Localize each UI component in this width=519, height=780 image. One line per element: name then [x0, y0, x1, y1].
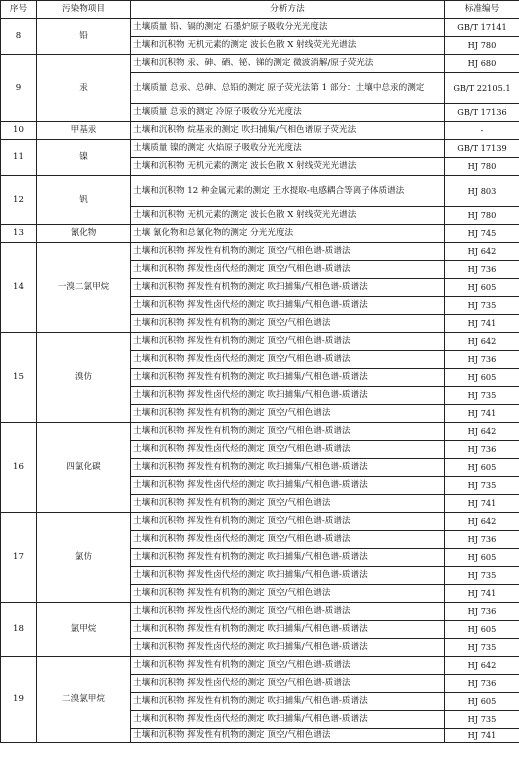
analysis-method: 土壤和沉积物 挥发性有机物的测定 顶空/气相色谱法	[131, 585, 445, 603]
pollutant-name: 钒	[37, 176, 131, 225]
standard-number: HJ 780	[445, 207, 519, 225]
analysis-method: 土壤和沉积物 挥发性卤代烃的测定 吹扫捕集/气相色谱-质谱法	[131, 297, 445, 315]
standard-number: HJ 741	[445, 585, 519, 603]
standard-number: HJ 605	[445, 279, 519, 297]
pollutant-name: 四氯化碳	[37, 423, 131, 513]
analysis-method: 土壤和沉积物 烷基汞的测定 吹扫捕集/气相色谱原子荧光法	[131, 122, 445, 140]
standard-number: HJ 605	[445, 369, 519, 387]
row-index: 14	[1, 243, 37, 333]
row-index: 9	[1, 55, 37, 122]
row-index: 12	[1, 176, 37, 225]
table-row	[1, 603, 519, 621]
analysis-method: 土壤质量 铅、镉的测定 石墨炉原子吸收分光光度法	[131, 19, 445, 37]
row-index: 19	[1, 657, 37, 743]
row-index: 8	[1, 19, 37, 55]
row-index: 13	[1, 225, 37, 243]
analysis-method: 土壤 氰化物和总氰化物的测定 分光光度法	[131, 225, 445, 243]
standard-number: HJ 735	[445, 567, 519, 585]
analysis-method: 土壤和沉积物 挥发性有机物的测定 顶空/气相色谱-质谱法	[131, 423, 445, 441]
analysis-method: 土壤和沉积物 挥发性有机物的测定 吹扫捕集/气相色谱-质谱法	[131, 279, 445, 297]
row-index: 18	[1, 603, 37, 657]
analysis-method: 土壤和沉积物 挥发性有机物的测定 吹扫捕集/气相色谱-质谱法	[131, 693, 445, 711]
standard-number: HJ 745	[445, 225, 519, 243]
standard-number: HJ 735	[445, 711, 519, 729]
analysis-method: 土壤和沉积物 12 种金属元素的测定 王水提取-电感耦合等离子体质谱法	[131, 176, 445, 207]
standard-number: HJ 642	[445, 243, 519, 261]
table-row	[1, 333, 519, 351]
analysis-method: 土壤和沉积物 挥发性卤代烃的测定 吹扫捕集/气相色谱-质谱法	[131, 567, 445, 585]
analysis-method: 土壤和沉积物 挥发性卤代烃的测定 吹扫捕集/气相色谱-质谱法	[131, 711, 445, 729]
analysis-method: 土壤和沉积物 无机元素的测定 波长色散 X 射线荧光光谱法	[131, 37, 445, 55]
standard-number: GB/T 17139	[445, 140, 519, 158]
standard-number: HJ 605	[445, 693, 519, 711]
table-row	[1, 423, 519, 441]
pollutant-name: 氯仿	[37, 513, 131, 603]
standard-number: HJ 741	[445, 729, 519, 743]
pollutant-name: 溴仿	[37, 333, 131, 423]
standard-number: HJ 736	[445, 531, 519, 549]
table-row	[1, 55, 519, 73]
standard-number: HJ 680	[445, 55, 519, 73]
analysis-method: 土壤和沉积物 挥发性卤代烃的测定 顶空/气相色谱-质谱法	[131, 531, 445, 549]
standard-number: HJ 741	[445, 315, 519, 333]
pollutant-name: 一溴二氯甲烷	[37, 243, 131, 333]
pollutant-name: 甲基汞	[37, 122, 131, 140]
header-standard: 标准编号	[445, 1, 519, 19]
header-method: 分析方法	[131, 1, 445, 19]
analysis-method: 土壤和沉积物 挥发性有机物的测定 顶空/气相色谱法	[131, 405, 445, 423]
analysis-method: 土壤和沉积物 挥发性有机物的测定 顶空/气相色谱法	[131, 729, 445, 743]
analysis-method: 土壤和沉积物 无机元素的测定 波长色散 X 射线荧光光谱法	[131, 158, 445, 176]
row-index: 10	[1, 122, 37, 140]
analysis-method: 土壤和沉积物 挥发性卤代烃的测定 吹扫捕集/气相色谱-质谱法	[131, 639, 445, 657]
pollutant-name: 氰化物	[37, 225, 131, 243]
standard-number: HJ 803	[445, 176, 519, 207]
table-row	[1, 225, 519, 243]
standard-number: HJ 736	[445, 261, 519, 279]
table-row	[1, 176, 519, 207]
table-body	[1, 19, 519, 743]
standard-number: HJ 735	[445, 639, 519, 657]
standard-number: HJ 605	[445, 621, 519, 639]
analysis-method: 土壤和沉积物 挥发性有机物的测定 顶空/气相色谱-质谱法	[131, 243, 445, 261]
standard-number: HJ 780	[445, 158, 519, 176]
standard-number: HJ 736	[445, 441, 519, 459]
analysis-method: 土壤和沉积物 挥发性卤代烃的测定 吹扫捕集/气相色谱-质谱法	[131, 387, 445, 405]
analysis-method: 土壤和沉积物 汞、砷、硒、铋、锑的测定 微波消解/原子荧光法	[131, 55, 445, 73]
standard-number: HJ 735	[445, 387, 519, 405]
pollutant-name: 铅	[37, 19, 131, 55]
standard-number: HJ 741	[445, 495, 519, 513]
standard-number: HJ 736	[445, 675, 519, 693]
table-row	[1, 657, 519, 675]
analysis-method: 土壤和沉积物 挥发性卤代烃的测定 吹扫捕集/气相色谱-质谱法	[131, 477, 445, 495]
analysis-method: 土壤和沉积物 挥发性有机物的测定 顶空/气相色谱法	[131, 315, 445, 333]
standard-number: HJ 780	[445, 37, 519, 55]
standard-number: GB/T 17136	[445, 104, 519, 122]
row-index: 15	[1, 333, 37, 423]
row-index: 16	[1, 423, 37, 513]
analysis-method: 土壤和沉积物 挥发性有机物的测定 吹扫捕集/气相色谱-质谱法	[131, 549, 445, 567]
standard-number: HJ 735	[445, 297, 519, 315]
table-row	[1, 243, 519, 261]
analysis-method: 土壤和沉积物 无机元素的测定 波长色散 X 射线荧光光谱法	[131, 207, 445, 225]
standard-number: HJ 642	[445, 333, 519, 351]
standard-number: HJ 642	[445, 423, 519, 441]
standard-number: HJ 741	[445, 405, 519, 423]
standard-number: HJ 642	[445, 513, 519, 531]
analysis-method: 土壤和沉积物 挥发性卤代烃的测定 顶空/气相色谱-质谱法	[131, 261, 445, 279]
standard-number: HJ 642	[445, 657, 519, 675]
standard-number: HJ 605	[445, 549, 519, 567]
table-row	[1, 140, 519, 158]
pollutant-name: 镍	[37, 140, 131, 176]
table-row	[1, 122, 519, 140]
table-row	[1, 19, 519, 37]
standard-number: HJ 735	[445, 477, 519, 495]
standard-number: -	[445, 122, 519, 140]
analysis-method: 土壤和沉积物 挥发性有机物的测定 顶空/气相色谱-质谱法	[131, 333, 445, 351]
table-header-row	[1, 1, 519, 19]
row-index: 17	[1, 513, 37, 603]
analysis-method: 土壤和沉积物 挥发性卤代烃的测定 顶空/气相色谱-质谱法	[131, 441, 445, 459]
analysis-method: 土壤质量 总汞的测定 冷原子吸收分光光度法	[131, 104, 445, 122]
analysis-method: 土壤和沉积物 挥发性卤代烃的测定 顶空/气相色谱-质谱法	[131, 603, 445, 621]
analysis-method: 土壤和沉积物 挥发性有机物的测定 吹扫捕集/气相色谱-质谱法	[131, 369, 445, 387]
analysis-method: 土壤和沉积物 挥发性有机物的测定 吹扫捕集/气相色谱-质谱法	[131, 621, 445, 639]
standard-number: GB/T 22105.1	[445, 73, 519, 104]
standard-number: HJ 605	[445, 459, 519, 477]
standard-number: HJ 736	[445, 603, 519, 621]
header-index: 序号	[1, 1, 37, 19]
analysis-method: 土壤和沉积物 挥发性卤代烃的测定 顶空/气相色谱-质谱法	[131, 351, 445, 369]
standard-number: HJ 736	[445, 351, 519, 369]
pollutant-name: 氯甲烷	[37, 603, 131, 657]
pollutant-name: 二溴氯甲烷	[37, 657, 131, 743]
analysis-method: 土壤和沉积物 挥发性有机物的测定 顶空/气相色谱-质谱法	[131, 513, 445, 531]
row-index: 11	[1, 140, 37, 176]
analysis-method: 土壤和沉积物 挥发性有机物的测定 吹扫捕集/气相色谱-质谱法	[131, 459, 445, 477]
analysis-method: 土壤质量 总汞、总砷、总铅的测定 原子荧光法第 1 部分：土壤中总汞的测定	[131, 73, 445, 104]
analysis-method: 土壤和沉积物 挥发性有机物的测定 顶空/气相色谱法	[131, 495, 445, 513]
analysis-method: 土壤和沉积物 挥发性卤代烃的测定 顶空/气相色谱-质谱法	[131, 675, 445, 693]
table-row	[1, 513, 519, 531]
pollutant-name: 汞	[37, 55, 131, 122]
standard-number: GB/T 17141	[445, 19, 519, 37]
header-pollutant: 污染物项目	[37, 1, 131, 19]
analysis-method: 土壤和沉积物 挥发性有机物的测定 顶空/气相色谱-质谱法	[131, 657, 445, 675]
analysis-method: 土壤质量 镍的测定 火焰原子吸收分光光度法	[131, 140, 445, 158]
